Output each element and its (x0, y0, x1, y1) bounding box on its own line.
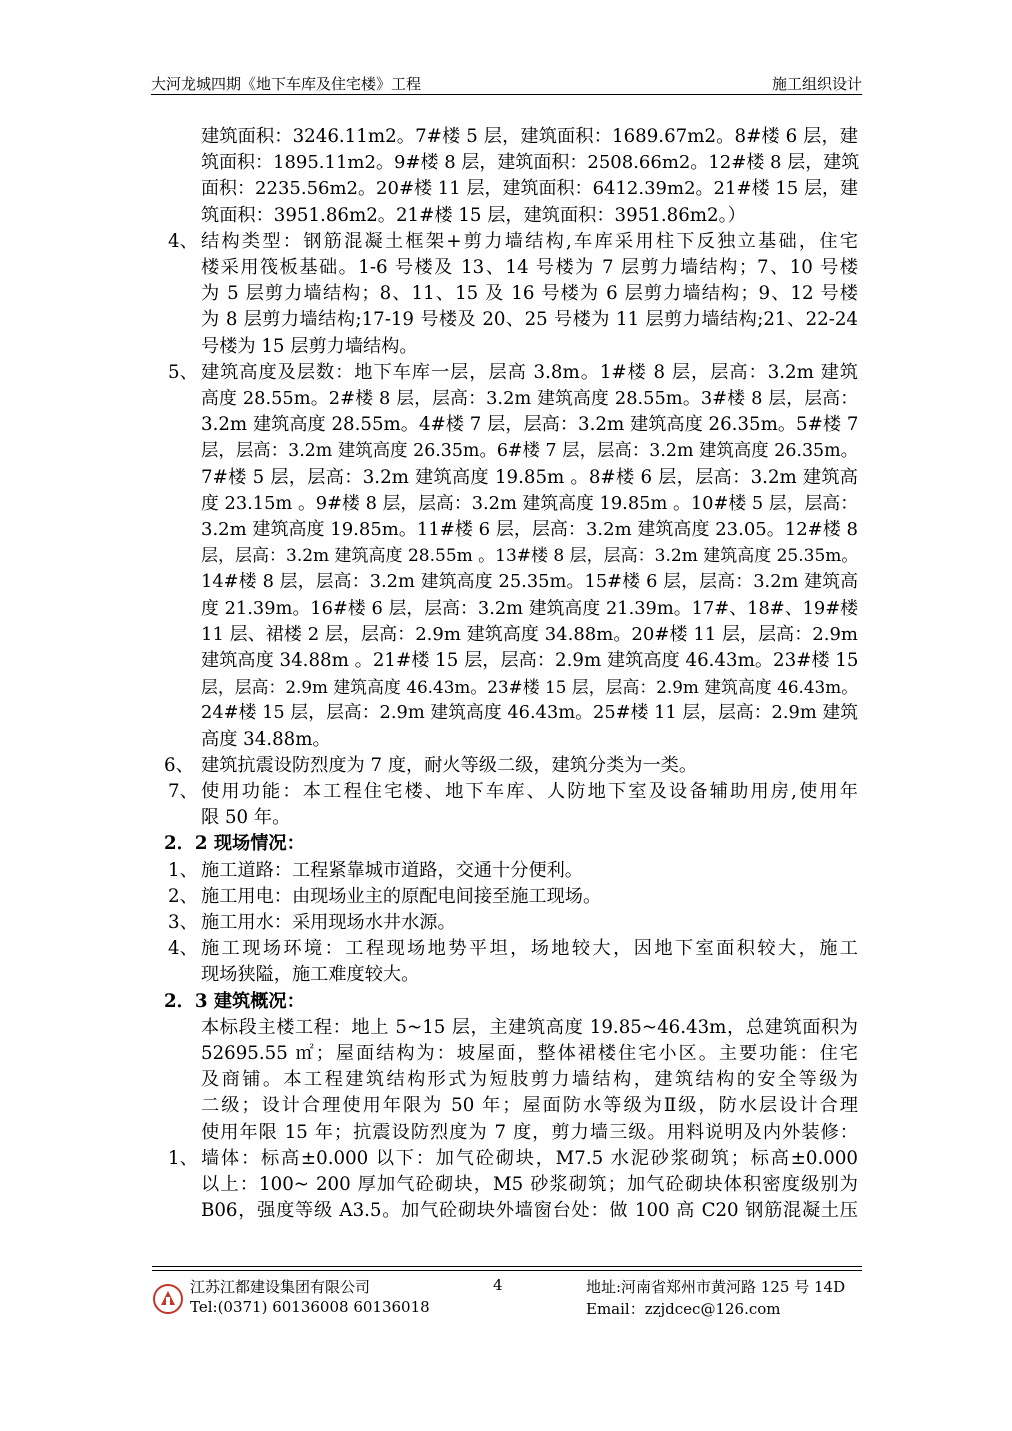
company-logo-icon (152, 1283, 184, 1315)
list-number: 2、 (168, 886, 198, 907)
text-line: 面积：2235.56m2。20#楼 11 层，建筑面积：6412.39m2。21#楼 15 层，建 (201, 178, 858, 199)
text-line: 以上：100~ 200 厚加气砼砌块，M5 砂浆砌筑；加气砼砌块体积密度级别为 (201, 1174, 858, 1195)
text-line: 本标段主楼工程：地上 5~15 层，主建筑高度 19.85~46.43m，总建筑面积为 (201, 1017, 858, 1038)
list-number: 1、 (168, 860, 198, 881)
list-number: 3、 (168, 912, 198, 933)
text-line: 及商铺。本工程建筑结构形式为短肢剪力墙结构，建筑结构的安全等级为 (201, 1069, 858, 1090)
section-heading: 2．2 现场情况： (164, 833, 305, 854)
footer-divider (152, 1270, 862, 1271)
text-line: 号楼为 15 层剪力墙结构。 (201, 336, 418, 357)
list-number: 4、 (168, 231, 198, 252)
text-line: 层，层高：2.9m 建筑高度 46.43m。23#楼 15 层，层高：2.9m 建筑高度 46.43m。 (201, 677, 858, 697)
text-line: 现场狭隘，施工难度较大。 (201, 964, 420, 985)
text-line: 施工用电：由现场业主的原配电间接至施工现场。 (201, 886, 602, 907)
text-line: 24#楼 15 层，层高：2.9m 建筑高度 46.43m。25#楼 11 层，层高：2.9m 建筑 (201, 702, 858, 723)
footer-company: 江苏江都建设集团有限公司 (190, 1278, 371, 1296)
text-line: 3.2m 建筑高度 28.55m。4#楼 7 层，层高：3.2m 建筑高度 26.35m。5#楼 7 (201, 414, 859, 435)
text-line: 为 5 层剪力墙结构；8、11、15 及 16 号楼为 6 层剪力墙结构；9、12 号楼 (201, 283, 858, 304)
list-number: 7、 (168, 781, 198, 802)
text-line: 施工道路：工程紧靠城市道路，交通十分便利。 (201, 860, 583, 881)
text-line: 7#楼 5 层，层高：3.2m 建筑高度 19.85m 。8#楼 6 层，层高：3.2m 建筑高 (201, 467, 858, 488)
list-number: 4、 (168, 938, 198, 959)
text-line: 建筑高度 34.88m 。21#楼 15 层，层高：2.9m 建筑高度 46.43m。23#楼 15 (201, 650, 859, 671)
section-heading: 2．3 建筑概况： (164, 991, 305, 1012)
list-number: 6、 (164, 755, 194, 776)
text-line: 度 21.39m。16#楼 6 层，层高：3.2m 建筑高度 21.39m。17#、18#、19#楼 (201, 598, 858, 619)
text-line: 施工现场环境：工程现场地势平坦，场地较大，因地下室面积较大，施工 (201, 938, 858, 959)
text-line: 3.2m 建筑高度 19.85m。11#楼 6 层，层高：3.2m 建筑高度 23.05。12#楼 8 (201, 519, 858, 540)
footer-tel: Tel:(0371) 60136008 60136018 (190, 1298, 430, 1316)
text-line: 层，层高：3.2m 建筑高度 28.55m 。13#楼 8 层，层高：3.2m 建筑高度 25.35m。 (201, 546, 859, 566)
text-line: 二级；设计合理使用年限为 50 年；屋面防水等级为Ⅱ级，防水层设计合理 (201, 1095, 858, 1116)
text-line: 使用功能：本工程住宅楼、地下车库、人防地下室及设备辅助用房,使用年 (201, 781, 858, 802)
header-project-title: 大河龙城四期《地下车库及住宅楼》工程 (151, 75, 422, 93)
text-line: 11 层、裙楼 2 层，层高：2.9m 建筑高度 34.88m。20#楼 11 层，层高：2.9m (201, 624, 858, 645)
footer-email: Email：zzjdcec@126.com (586, 1300, 781, 1318)
text-line: 限 50 年。 (201, 807, 291, 828)
text-line: 为 8 层剪力墙结构;17-19 号楼及 20、25 号楼为 11 层剪力墙结构;21、22-24 (201, 309, 858, 330)
list-number: 5、 (168, 362, 198, 383)
text-line: 建筑面积：3246.11m2。7#楼 5 层，建筑面积：1689.67m2。8#楼 6 层，建 (201, 126, 858, 147)
text-line: 墙体：标高±0.000 以下：加气砼砌块，M7.5 水泥砂浆砌筑；标高±0.000 (201, 1148, 858, 1169)
text-line: 筑面积：1895.11m2。9#楼 8 层，建筑面积：2508.66m2。12#楼 8 层，建筑 (201, 152, 860, 173)
text-line: 52695.55 ㎡；屋面结构为：坡屋面，整体裙楼住宅小区。主要功能：住宅 (201, 1043, 858, 1064)
text-line: 建筑高度及层数：地下车库一层，层高 3.8m。1#楼 8 层，层高：3.2m 建筑 (201, 362, 858, 383)
text-line: 高度 34.88m。 (201, 729, 331, 750)
text-line: 度 23.15m 。9#楼 8 层，层高：3.2m 建筑高度 19.85m 。10#楼 5 层，层高： (201, 493, 858, 514)
list-number: 1、 (168, 1148, 198, 1169)
text-line: 使用年限 15 年；抗震设防烈度为 7 度，剪力墙三级。用料说明及内外装修： (201, 1122, 858, 1143)
footer-divider (152, 1266, 862, 1267)
text-line: 建筑抗震设防烈度为 7 度，耐火等级二级，建筑分类为一类。 (201, 755, 698, 776)
footer-address: 地址:河南省郑州市黄河路 125 号 14D (586, 1278, 846, 1296)
text-line: 层，层高：3.2m 建筑高度 26.35m。6#楼 7 层，层高：3.2m 建筑高度 26.35m。 (201, 441, 858, 461)
text-line: 高度 28.55m。2#楼 8 层，层高：3.2m 建筑高度 28.55m。3#楼 8 层，层高： (201, 388, 858, 409)
text-line: B06，强度等级 A3.5。加气砼砌块外墙窗台处：做 100 高 C20 钢筋混凝土压 (201, 1200, 858, 1221)
text-line: 施工用水：采用现场水井水源。 (201, 912, 456, 933)
text-line: 结构类型：钢筋混凝土框架+剪力墙结构,车库采用柱下反独立基础，住宅 (201, 231, 858, 252)
text-line: 筑面积：3951.86m2。21#楼 15 层，建筑面积：3951.86m2。） (201, 205, 746, 226)
page-header (151, 70, 862, 95)
header-doc-type: 施工组织设计 (771, 75, 862, 93)
text-line: 楼采用筏板基础。1-6 号楼及 13、14 号楼为 7 层剪力墙结构；7、10 号楼 (201, 257, 858, 278)
text-line: 14#楼 8 层，层高：3.2m 建筑高度 25.35m。15#楼 6 层，层高：3.2m 建筑高 (201, 571, 858, 592)
footer-page-number: 4 (493, 1276, 503, 1294)
